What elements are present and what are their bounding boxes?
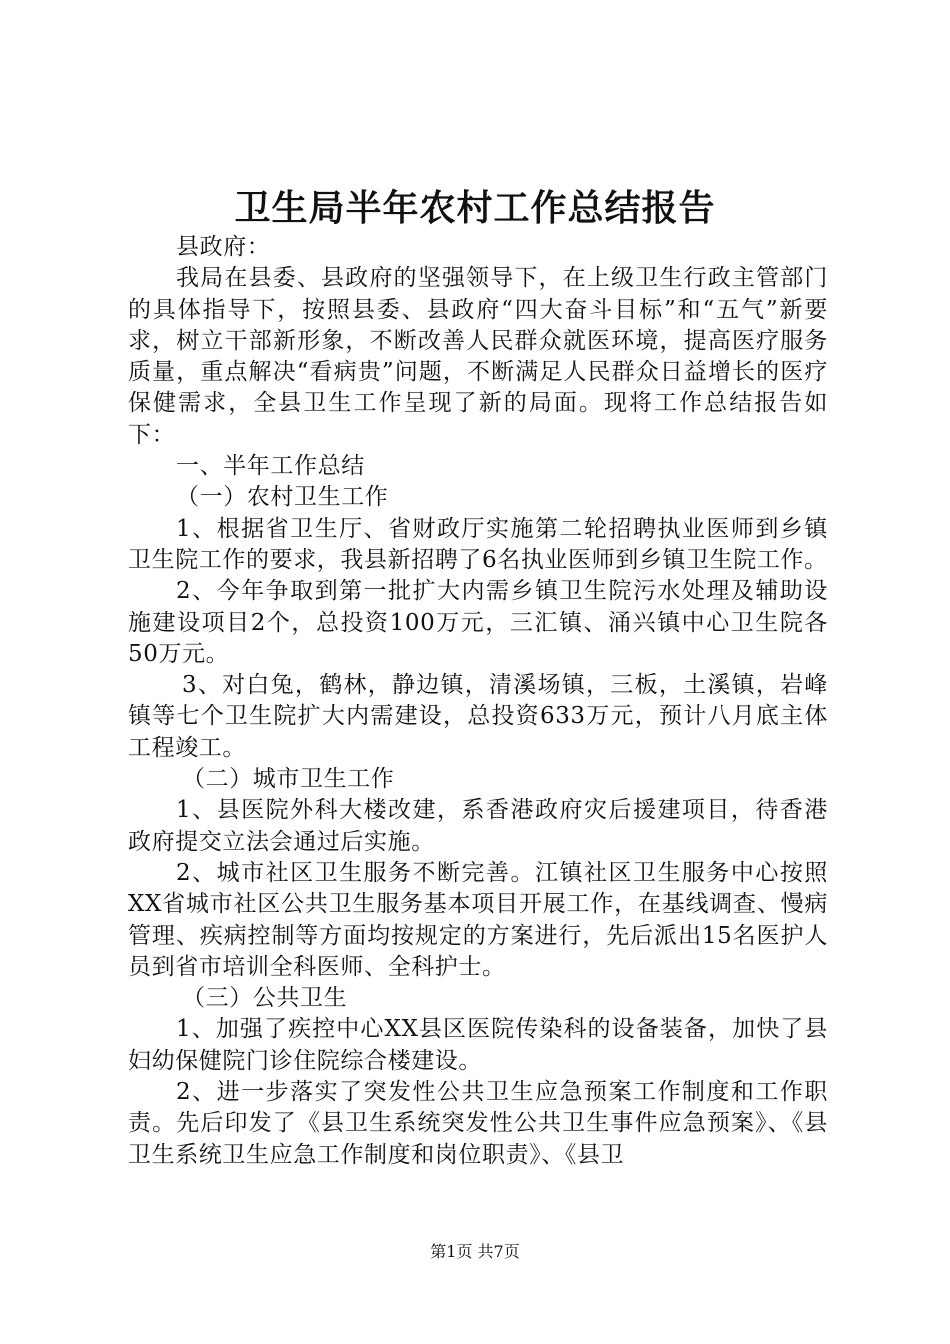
paragraph-public-2: 2、进一步落实了突发性公共卫生应急预案工作制度和工作职责。先后印发了《县卫生系统突发性公共卫生事件应急预案》、《县卫生系统卫生应急工作制度和岗位职责》、《县卫 xyxy=(128,1079,828,1168)
paragraph-rural-3: 3、对白兔，鹤林，静边镇，清溪场镇，三板，土溪镇，岩峰镇等七个卫生院扩大内需建设，总投资633万元，预计八月底主体工程竣工。 xyxy=(128,672,828,761)
subsection-heading-rural: （一）农村卫生工作 xyxy=(176,484,389,511)
salutation: 县政府： xyxy=(176,234,271,260)
paragraph-public-1: 1、加强了疾控中心XX县区医院传染科的设备装备，加快了县妇幼保健院门诊住院综合楼建设。 xyxy=(128,1016,828,1074)
paragraph-intro: 我局在县委、县政府的坚强领导下，在上级卫生行政主管部门的具体指导下，按照县委、县政府“四大奋斗目标”和“五气”新要求，树立干部新形象，不断改善人民群众就医环境，提高医疗服务质量，重点解决“看病贵”问题，不断满足人民群众日益增长的医疗保健需求，全县卫生工作呈现了新的局面。现将工作总结报告如下： xyxy=(128,265,828,448)
paragraph-urban-1: 1、县医院外科大楼改建，系香港政府灾后援建项目，待香港政府提交立法会通过后实施。 xyxy=(128,797,828,855)
page-footer: 第1页 共7页 xyxy=(430,1242,520,1261)
document-title: 卫生局半年农村工作总结报告 xyxy=(234,187,716,229)
document-body xyxy=(128,232,828,1171)
subsection-heading-public: （三）公共卫生 xyxy=(182,985,348,1012)
paragraph-rural-1: 1、根据省卫生厅、省财政厅实施第二轮招聘执业医师到乡镇卫生院工作的要求，我县新招聘了6名执业医师到乡镇卫生院工作。 xyxy=(128,515,828,573)
subsection-heading-urban: （二）城市卫生工作 xyxy=(182,766,395,793)
paragraph-urban-2: 2、城市社区卫生服务不断完善。江镇社区卫生服务中心按照XX省城市社区公共卫生服务基本项目开展工作，在基线调查、慢病管理、疾病控制等方面均按规定的方案进行，先后派出15名医护人员到省市培训全科医师、全科护士。 xyxy=(128,859,828,980)
paragraph-rural-2: 2、今年争取到第一批扩大内需乡镇卫生院污水处理及辅助设施建设项目2个，总投资100万元，三汇镇、涌兴镇中心卫生院各50万元。 xyxy=(128,578,828,667)
section-heading-1: 一、半年工作总结 xyxy=(176,453,365,480)
